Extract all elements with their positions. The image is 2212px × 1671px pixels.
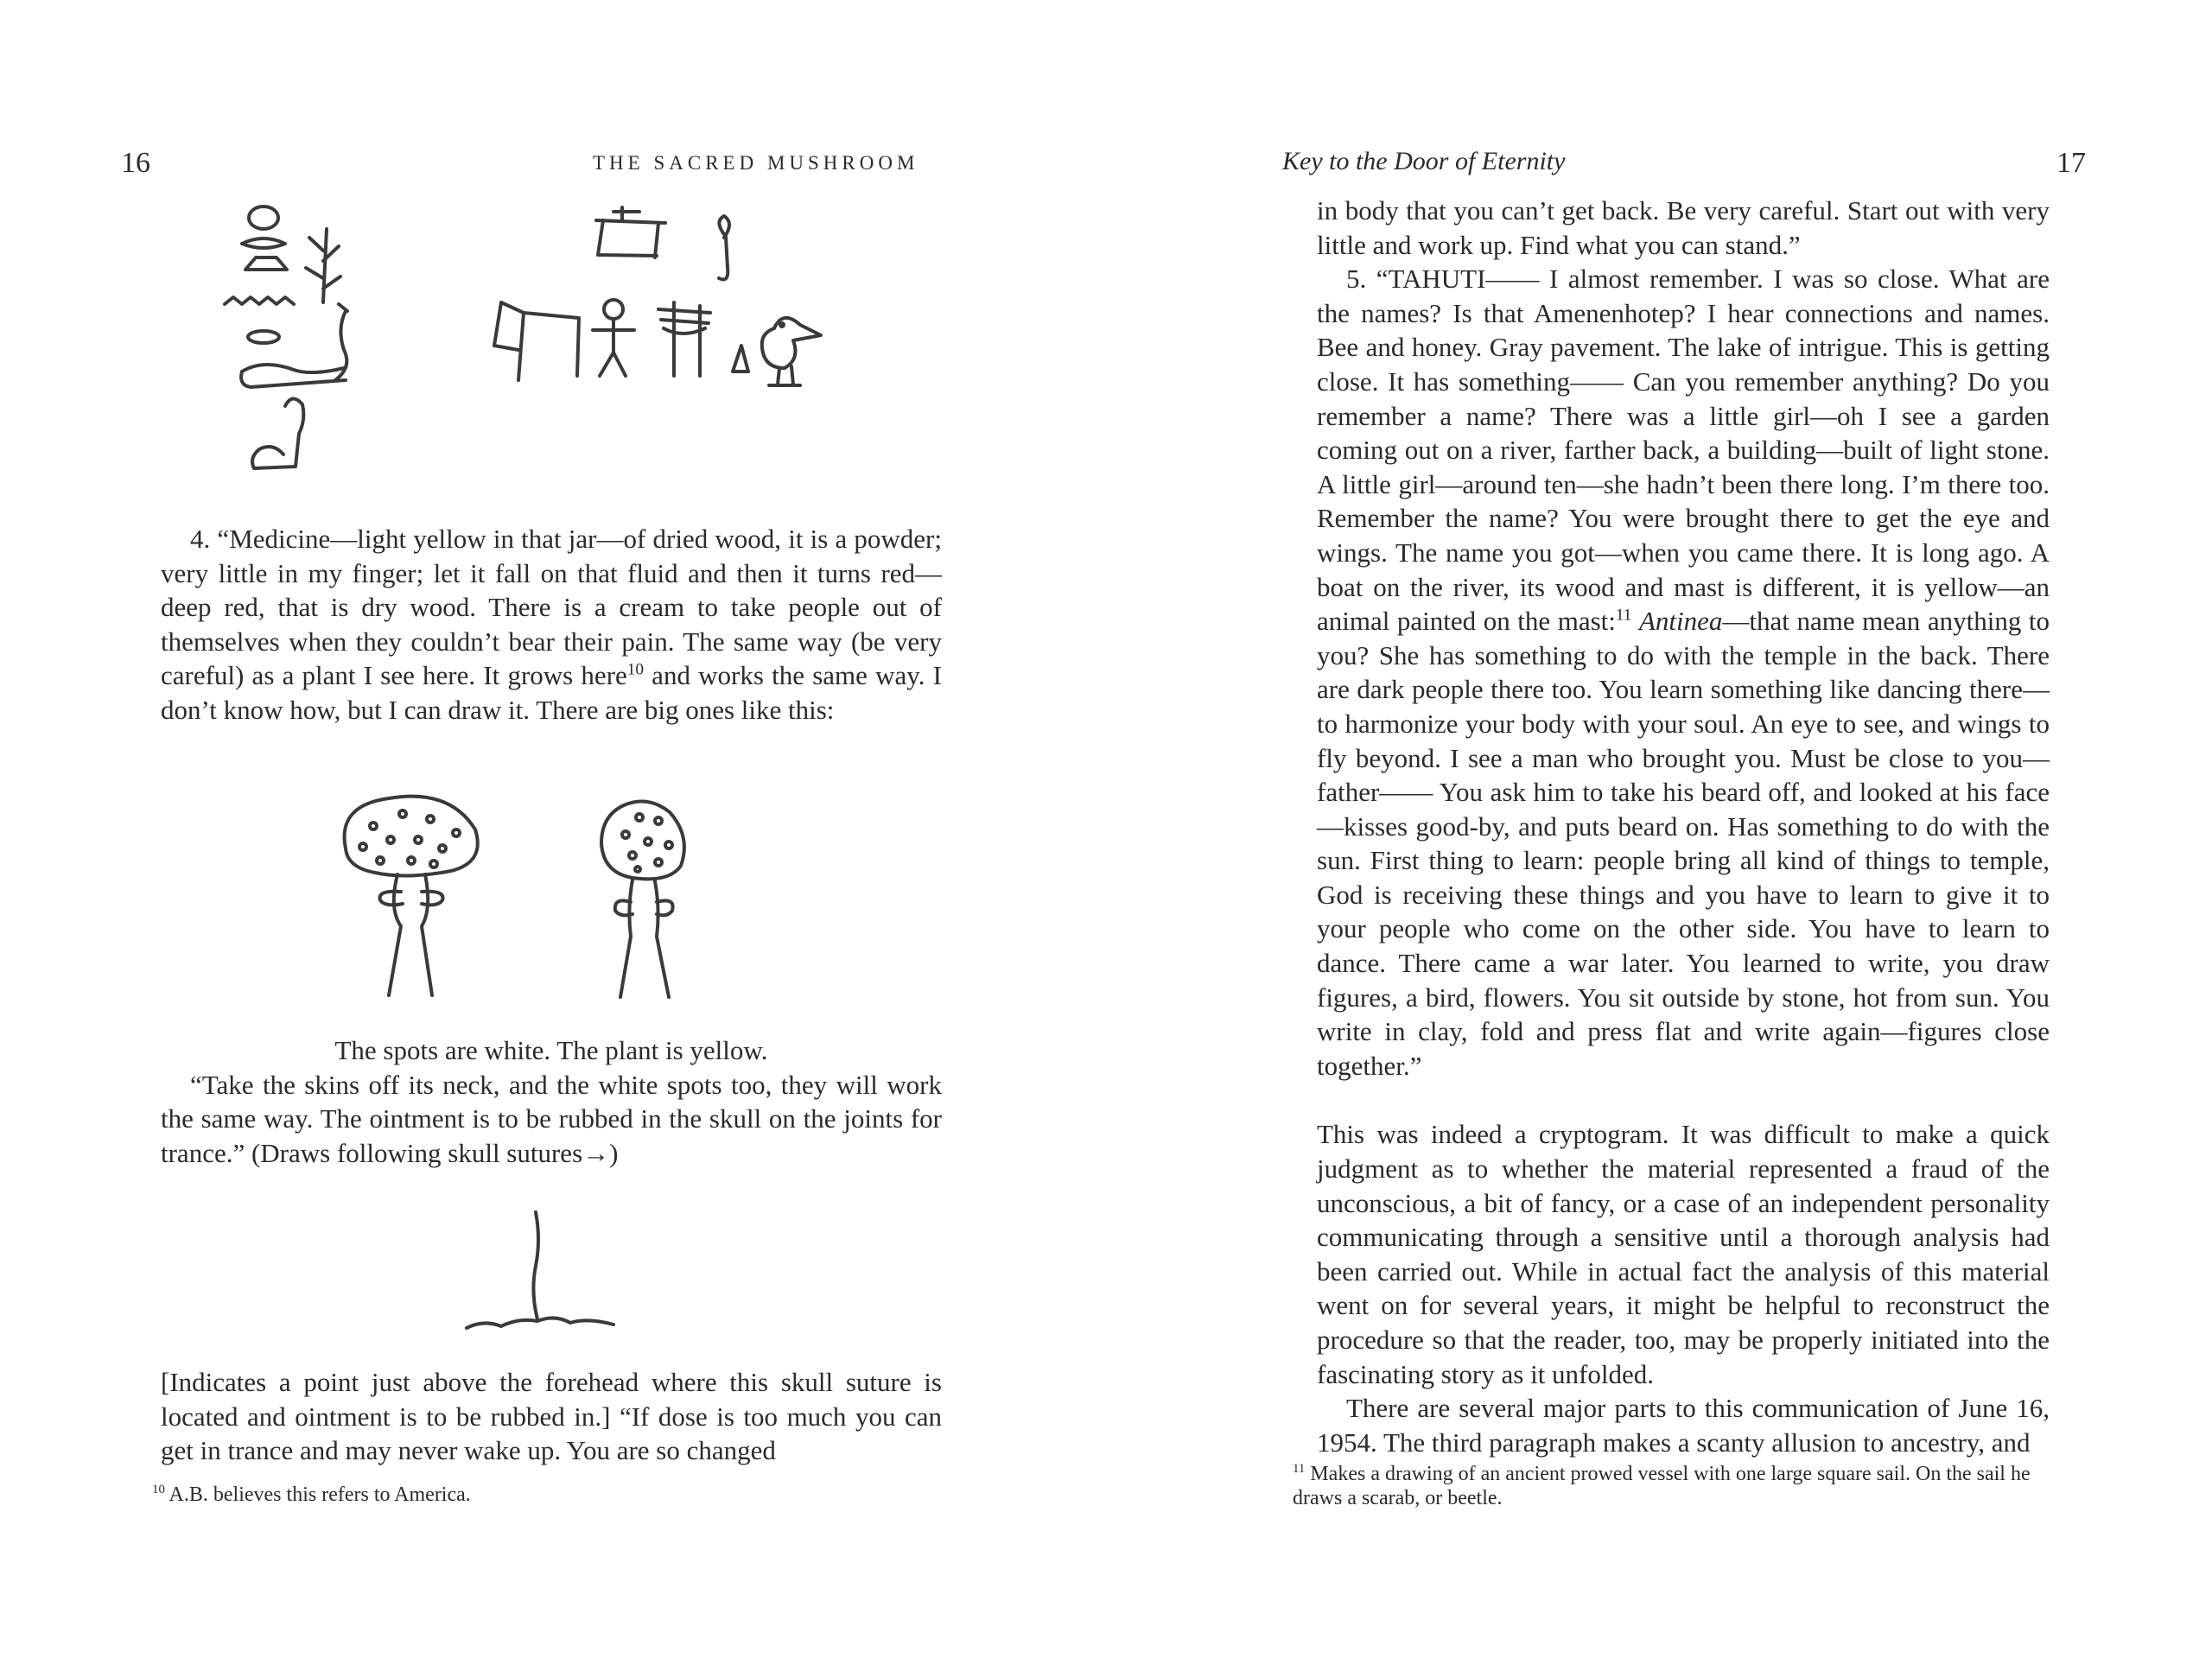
body-text [1317,194,2050,1459]
hieroglyph-drawing [216,199,864,492]
mushroom-drawing [328,788,743,1013]
right-page [1106,0,2212,1671]
body-text [161,1365,942,1468]
paragraph: —that name mean anything to you? She has something to do with the temple in the back. There are dark people there too. You learn something like dancing there—to harmonize your body with your soul. An eye to see, and wings to fly beyond. I see a man who brought you. Must be close to you—father—— You ask him to take his beard off, and looked at his face—kisses good-by, and puts beard on. Has something to do with the sun. First thing to learn: people bring all kind of things to temple, God is receiving these things and you have to learn to give it to your people who come on the other side. You have to learn to dance. There came a war later. You learned to write, you draw figures, a bird, flowers. You sit outside by stone, hot from sun. You write in clay, fold and press flat and write again—figures close together.” [1317,606,2050,1081]
footnote-text: A.B. believes this refers to America. [164,1484,471,1506]
paragraph: There are several major parts to this communication of June 16, 1954. The third paragraph makes a scanty allusion to ancestry, and [1317,1393,2050,1458]
paragraph: “Take the skins off its neck, and the white spots too, they will work the same way. The ointment is to be rubbed in the skull on the joints for trance.” (Draws following skull sutures→) [161,1069,942,1168]
footnote-reference: 10 [626,661,644,680]
paragraph: [Indicates a point just above the forehead where this skull suture is located and ointment is to be rubbed in.] “If dose is too much you can get in trance and may never wake up. You are so changed [161,1367,942,1466]
footnote [1293,1462,2050,1510]
italic-name: Antinea [1638,606,1723,637]
paragraph: 5. “TAHUTI—— I almost remember. I was so close. What are the names? Is that Amenenhotep? I hear connections and names. Bee and honey. Gray pavement. The lake of intrigue. This is getting close. It has something—— Can you remember anything? Do you remember a name? There was a little girl—oh I see a garden coming out on a river, farther back, a building—built of light stone. A little girl—around ten—she hadn’t been there long. I’m there too. Remember the name? You were brought there to get the eye and wings. The name you got—when you came there. It is long ago. A boat on the river, its wood and mast is different, it is yellow—an animal painted on the mast: [1317,264,2050,637]
skull-suture-drawing [458,1205,631,1344]
paragraph: This was indeed a cryptogram. It was difficult to make a quick judgment as to whether the material represented a fraud of the unconscious, a bit of fancy, or a case of an independent personality communicating through a sensitive until a thorough analysis had been carried out. While in actual fact the analysis of this material went on for several years, it might be helpful to reconstruct the procedure so that the reader, too, may be properly initiated into the fascinating story as it unfolded. [1317,1119,2050,1389]
paragraph: 4. “Medicine—light yellow in that jar—of dried wood, it is a powder; very little in my finger; let it fall on that fluid and then it turns red—deep red, that is dry wood. There is a cream to take people out of themselves when they couldn’t bear their pain. The same way (be very careful) as a plant I see here. It grows here [161,524,942,691]
paragraph: and works the same way. I don’t know how, but I can draw it. There are big ones like this: [161,660,942,725]
running-head: THE SACRED MUSHROOM [593,152,919,174]
footnote-text: Makes a drawing of an ancient prowed vessel with one large square sail. On the sail he draws a scarab, or beetle. [1293,1463,2031,1509]
body-text [161,522,942,727]
footnote-number: 10 [152,1483,165,1496]
footnote-number: 11 [1293,1462,1306,1476]
caption: The spots are white. The plant is yellow. [334,1035,768,1065]
paragraph: in body that you can’t get back. Be very careful. Start out with very little and work up. Find what you can stand.” [1317,195,2050,260]
footnote [152,1483,933,1507]
page-number: 16 [121,147,150,179]
running-head: Key to the Door of Eternity [1282,147,1566,175]
page-number: 17 [2056,147,2086,179]
body-text [161,1033,942,1170]
footnote-reference: 11 [1615,606,1632,625]
